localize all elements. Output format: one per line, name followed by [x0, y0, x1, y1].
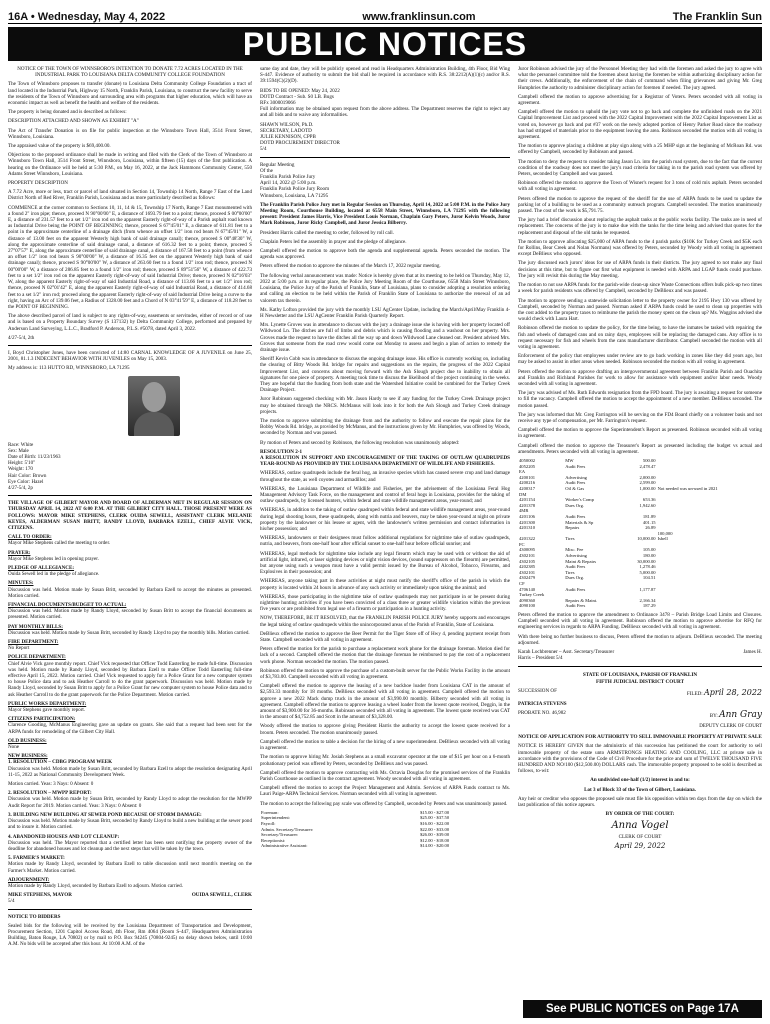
notice-text: Any heir or creditor who opposes the proposed sale must file his opposition within ten days from the day on which the last publication of this notice appears.	[518, 795, 762, 809]
notice-text: The Act of Transfer Donation is on file for public inspection at the Winnsboro Town Hall, 3514 Front Street, Winnsboro, Louisiana.	[8, 127, 252, 140]
notice-text: None	[8, 744, 20, 751]
pay-position: Admin. Secretary/Treasurer:	[261, 826, 314, 832]
publication-dates: 4/27-5/4, 2p	[8, 484, 33, 491]
deputy-signature-handwritten: Ann Gray	[719, 710, 762, 721]
note: 100,000	[657, 530, 673, 536]
desc-line: Date of Birth: 11/23/1963	[8, 453, 61, 460]
notice-text: I, Boyd Christopher Jones, have been convicted of 14:80 CARNAL KNOWLEDGE OF A JUVENILE on June 25, 2001, 81.1.3 INDECENT BEHAVIOR WITH JUVENILES on May 15, 2003.	[8, 349, 252, 363]
notice-text: President Harris called the meeting to order, followed by roll call.	[260, 229, 394, 236]
notice-text: DESCRIPTION ATTACHED AND SHOWN AS EXHIBIT "A"	[8, 118, 139, 125]
filed-field	[687, 688, 762, 698]
account-code: 4052205	[519, 463, 536, 469]
subheading: PRAYER:	[8, 549, 31, 556]
notice-text: The jury was advised of Ms. Ruth Edwards resignation from the FPD board. The jury is awaiting a request for someone to fill the vacancy. Campbell offered the motion to accept the appointment of a new member. DeBlieux seconded. The motion passed.	[518, 390, 762, 409]
notice-text: Campbell offered the motion to accept the Project Management and Admin. Services of ARPA Funds contract to Ms. Lauri Paige-ARPA Technical Services. Norman seconded with all voting in agreement.	[260, 785, 510, 798]
continued-on-page-link[interactable]	[523, 1000, 762, 1018]
divider	[8, 909, 252, 910]
agenda-item: 4. ABANDONED HOUSES AND LOT CLEANUP:	[8, 833, 120, 840]
note: Not needed was un-used in 2021	[657, 485, 718, 491]
notice-text: Objections to the proposed ordinance shall be made in writing and filed with the Clerk of the Town of Winnsboro at Winnsboro Town Hall, 3514 Front Street, Winnsboro, Louisiana, within fifteen (15) days of the first publication. A hearing on the Ordinance will be held at 5:30 P.M., on May 16, 2022, at the Jack Hammons Community Center, 550 Adams Street Winnsboro, Louisiana.	[8, 152, 252, 177]
notice-text: The motion to approve placing a children at play sign along with a 25 MHP sign at the beginning of McRoan Rd. was offered by Campbell, seconded by Robinson and passed.	[518, 143, 762, 156]
succession-label: SUCCESSION OF	[518, 688, 557, 695]
subheading: FIRE DEPARTMENT:	[8, 639, 59, 646]
desc-line: Sex: Male	[8, 447, 29, 454]
notice-text: Campbell offered the motion to uphold the jury vote not to go back and complete the unfinished roads on the 2021 Capital Improvement List and proceed with the 2022 Capital Improvement with the 2022 Capital Improvement List as voted on, however go back and put #37 work on the newly adopted portion of Henry Parker Road since the roadway has had stripped of materials prior to the equipment leaving the area. Robinson seconded the motion with all voting in agreement.	[518, 109, 762, 141]
notice-text: Discussion was held. Motion made by Susan Britt, seconded by Barbara Ezell to adopt the resolution designating April 11-15, 2022 as National Community Development Week.	[8, 765, 252, 778]
line-item: Audit Fees	[565, 463, 586, 469]
notice-text: The following verbal announcement was made: Notice is hereby given that at its meeting to be held on Thursday, May 12, 2022 at 5:00 p.m. at its regular place, the Police Jury Meeting Room of the Courthouse, 6558 Main Street Winnsboro, Louisiana, the Police Jury of the Parish of Franklin, State of Louisiana, plans to consider adopting a resolution ordering and calling an election to be held within the Parish of Franklin State of Louisiana to authorize the renewal of an ad valorem tax therein.	[260, 272, 510, 304]
pay-range: $14.00 - $20.00	[420, 843, 450, 849]
notice-text: Full information may be obtained upon request from the above address. The Department reserves the right to reject any and all bids and to waive any informalities.	[260, 106, 510, 119]
note: Isbell	[657, 536, 668, 542]
account-code: 4200216	[519, 480, 536, 486]
notice-text: Campbell offered the motion to approve contracting with Ms. Octavia Douglas for the promised services of the Franklin Parish Courthouse as outlined in the contract agreement. Woody seconded with all voting in agreement.	[260, 769, 510, 782]
line-item: Tires	[565, 569, 575, 575]
agenda-item: 2. RESOLUTION – MWPP REPORT:	[8, 790, 92, 797]
notice-text: Discussion was held. Motion made by Susan Britt, seconded by Barbara Ezell to accept the minutes as presented. Motion carried.	[8, 586, 252, 599]
pay-position: Administrative Assistant:	[261, 843, 308, 849]
column-2	[260, 66, 510, 1018]
subheading: FINANCIAL DOCUMENTS/BUDGET TO ACTUAL:	[8, 602, 127, 608]
line-item: Repairs & Maint.	[565, 597, 598, 603]
desc-line: Weight: 170	[8, 466, 33, 473]
pay-range: $12.00 - $18.00	[420, 837, 450, 843]
amount: 2,599.00	[639, 480, 656, 486]
account-code: 4201154	[519, 497, 535, 503]
account-code: 4202385	[519, 564, 536, 570]
notice-text: Campbell offered the motion to table a decision for the hiring of a new superintendent. DeBlieux seconded with all voting in agreement.	[260, 738, 510, 752]
pay-position: Foreman:	[261, 809, 279, 815]
table-row	[260, 843, 510, 849]
amount: 653.36	[642, 497, 656, 503]
notice-text: The motion to approve sending a statewide solicitation letter to the property owner for 2195 Hwy 130 was offered by Campbell, seconded by Norman and passed. Norman asked if ARPA funds could be used to clean up properties with the cost added to the property taxes to reimburse the parish the money spent on the clean up? Ms. Waggins advised she would check with Laura Hart.	[518, 297, 762, 323]
secretary-signature: Karah Lochbrenner – Asst. Secretary/Treasurer	[518, 649, 615, 656]
clerk-of-court-label: CLERK OF COURT	[618, 833, 662, 840]
notice-text: Discussion was held. Motion made by Susan Britt, seconded by Randy Lloyd to pay the monthly bills. Motion carried.	[8, 629, 250, 636]
notice-text: Discussion was held. The Mayor reported that a certified letter has been sent notifying the property owner of the deadline for abandoned houses and lot cleanup and the next steps that will be taken by the town.	[8, 839, 252, 852]
desc-line: Height: 5'10"	[8, 460, 36, 467]
amount: 105.00	[642, 547, 656, 553]
clerk-signature-handwritten: Anna Vogel	[611, 819, 669, 831]
sig-line: JULIE KENNISON, CPPB	[260, 134, 316, 141]
by-label: BY:	[709, 713, 718, 720]
bid-info: BIDS TO BE OPENED: May 24, 2022	[260, 87, 340, 94]
publication-dates: 4/27-5/4, 2th	[8, 334, 35, 341]
notice-text: Discussion was held. Motion made by Susan Britt, seconded by Randy Lloyd to build a new building at the sewer pond and to insure it. Motion carried.	[8, 818, 252, 831]
subheading: NEW BUSINESS:	[8, 753, 48, 760]
line-item: Repairs	[565, 525, 580, 531]
notice-text: Enforcement of the policy that employees under review are to go back working in zones like they did years ago, but may be asked to assist in other areas when needed. Robinson seconded the motion with all voting in agreement.	[518, 353, 762, 366]
budget-amendments-table	[518, 458, 762, 609]
meeting-line: Winnsboro, Louisiana, LA 71295	[260, 192, 329, 199]
account-code: 4050002	[519, 457, 536, 463]
notice-text: The Town of Winnsboro proposes to transfer (donate) to Louisiana Delta Community College Foundation a tract of land located in the Industrial Park, Highway 15 North, Franklin Parish, Louisiana, to construct the new facility to serve the residents of the Town of Winnsboro and surrounding area with programs that higher education, which will have an economic impact as well as benefit the health and welfare of the residents.	[8, 81, 252, 107]
notice-text: Mayor Stephens gave monthly report.	[8, 707, 86, 714]
resolved-clause: NOW, THEREFORE, BE IT RESOLVED, that the FRANKLIN PARISH POLICE JURY hereby supports and encourages the legal taking of outlaw quadrupeds within the unincorporated areas of the Parish of Franklin, State of Louisiana.	[260, 615, 510, 628]
subheading: MINUTES:	[8, 580, 34, 587]
notice-text: By motion of Peters and second by Robinson, the following resolution was unanimously adopted:	[260, 439, 460, 446]
sig-line: DOTD PROCUREMENT DIRECTOR	[260, 140, 340, 147]
notice-text: Ms. Kathy Lofton provided the jury with the monthly LSU AgCenter Update, including the March/April/May Franklin 4-H Newsletter and the LSU AgCenter Franklin Parish Quarterly Report.	[260, 306, 510, 319]
account-code: 4200317	[519, 485, 536, 491]
notice-text: The motion to approve submitting the drainage from and the authority to follow and execute the repair plans for the Bobby Woods Rd. bridge, as provided by McManus, and the instructions given by Mr. Humphries, was offered by Woods, seconded by Norman and was passed.	[260, 417, 510, 437]
signature-line-2: Harris – President 5/4	[518, 655, 563, 662]
page-header	[8, 6, 762, 24]
application-heading: NOTICE OF APPLICATION FOR AUTHORITY TO SELL IMMOVABLE PROPERTY AT PRIVATE SALE	[518, 734, 762, 741]
filed-date-handwritten: April 28, 2022	[703, 688, 762, 698]
account-code: 4302101	[519, 553, 536, 559]
column-1	[8, 66, 252, 1018]
amount: 1,278.46	[639, 564, 656, 570]
court-heading: STATE OF LOUISIANA, PARISH OF FRANKLIN	[582, 672, 698, 679]
amount: 5,000.00	[639, 569, 656, 575]
account-code: 4302479	[519, 575, 536, 581]
account-code: 4200101	[519, 474, 536, 480]
line-item: Advertising	[565, 474, 587, 480]
probate-number: PROBATE NO. 46,982	[518, 710, 566, 717]
notice-text: The jury discussed each jurors' ideas for use of ARPA funds in their districts. The jury agreed to not make any final decisions at this time, but to figure out first what equipment is needed with ARPA and LGAP funds could purchase. The jury will revisit this during the May meeting.	[518, 260, 762, 279]
notice-text: Mayor Mike Stephens called the meeting to order.	[8, 540, 111, 547]
notice-text: With there being no further business to discuss, Peters offered the motion to adjourn. DeBlieux seconded. The meeting adjourned.	[518, 633, 762, 646]
line-item: Materials & Sp	[565, 519, 594, 525]
amount: 1,177.87	[639, 586, 656, 592]
amount: 1,000.00	[639, 485, 656, 491]
notice-text: No Report	[8, 645, 30, 652]
whereas-clause: WHEREAS, anyone taking part in these activities at night must notify the sheriff's office of the parish in which the property is located within 24 hours in advance of any such activity or immediately upon taking the animal; and	[260, 578, 510, 591]
account-code: 4MR	[519, 508, 529, 514]
subheading: PUBLIC WORKS DEPARTMENT:	[8, 700, 87, 707]
amount: 2,478.47	[639, 463, 656, 469]
clerk-signature: OUIDA SEWELL, CLERK	[191, 892, 252, 899]
notice-text: Chaplain Peters led the assembly in prayer and the pledge of allegiance.	[260, 238, 407, 245]
pay-position: Payroll:	[261, 820, 276, 826]
website-link[interactable]: www.franklinsun.com	[362, 11, 476, 23]
meeting-line: April 14, 2022 @ 5:00 p.m.	[260, 180, 317, 187]
notice-text: Campbell offered the motion to approve the Superintendent's Report as presented. Robinson seconded with all voting in agreement.	[518, 427, 762, 440]
issue-date: Wednesday, May 4, 2022	[37, 11, 166, 23]
section-heading: PROPERTY DESCRIPTION	[8, 180, 68, 187]
notice-text: The jury had a brief discussion about replacing the asphalt tanks at the public works facility. The tanks are in need of replacement. The concerns of the jury is to make due with the tanks for the time being and advised that quotes for the replacement and disposal of the old tanks be requested.	[518, 217, 762, 236]
section-title: PUBLIC NOTICES	[242, 25, 528, 62]
meeting-intro: The Franklin Parish Police Jury met in Regular Session on Thursday, April 14, 2022 at 5:00 P.M. in the Police Jury Meeting Room, Courthouse Building, located at 6558 Main Street, Winnsboro, LA 71295 with the following present: President James Harris, Vice President Louis Norman, Chaplain Gary Peters, Juror Kelvin Woods, Juror Mark Robinson, Juror Ricky Campbell, and Juror Jessica Bilberry.	[260, 201, 510, 227]
notice-text: Discussion was held. Motion made by Susan Britt, seconded by Randy Lloyd to adopt the resolution for the MWPP Audit Report for 2019. Motion carried. Yeas: 3 Nays: 0 Absent: 0	[8, 796, 252, 809]
bid-heading: NOTICE TO BIDDERS	[8, 913, 61, 920]
amount: 10,000.00	[637, 536, 656, 542]
notice-text: Peters offered the motion to approve the request of the sheriff for the use of ARPA funds to be used to update the parking lot of a building to be used as a community outreach program. Campbell seconded. The motion unanimously passed. The cost of the work is $5,791.75.	[518, 195, 762, 215]
account-code: 4201378	[519, 502, 536, 508]
notice-text: Sheriff Kevin Cobb was in attendance to discuss the ongoing drainage issue. His office is currently working on, including the clearing of Bitty Woods Rd. bridge for repairs and suggestions on the repairs, the progress of the 2022 Capital Improvement List, and concerns about moving forward with the Ash Slough project due to inability to obtain all signatures for one piece of property. A meeting took time to discuss the likelihood of the project continuing in the weeks. They are hopeful that the funding from both state and the Watershed Initiative could be combined for the Turkey Creek Drainage Project.	[260, 356, 510, 394]
amount: 2,166.34	[639, 597, 656, 603]
village-meeting-heading: THE VILLAGE OF GILBERT MAYOR AND BOARD OF ALDERMAN MET IN REGULAR SESSION ON THURSDAY APRIL 14, 2022 AT 6:00 P.M. AT THE GILBERT CITY HALL. THOSE PRESENT WERE AS FOLLOWS: MAYOR MIKE STEPHENS, CLERK OUIDA SEWELL, ASSISTANT CLERK MELANIE KEYES, ALDERMAN SUSAN BRITT, RANDY LLOYD, BARBARA EZELL, CHIEF ALVIE VICK, CITIZENS.	[8, 500, 252, 531]
amount: 181.89	[642, 513, 656, 519]
notice-text: Motion made by Randy Lloyd, seconded by Barbara Ezell to table discussion until next month's meeting on the Farmer's Market. Motion carried.	[8, 861, 252, 874]
agenda-item: 1. RESOLUTION – CDBG PROGRAM WEEK	[8, 759, 113, 766]
notice-text: The property is being donated and is described as follows:	[8, 109, 127, 116]
probate-line	[518, 710, 762, 721]
notice-text: COMMENCE at the corner common to Sections 10, 11, 14 & 15, Township 17 North, Range 7 East monumented with a found 2" iron pipe; thence, proceed N 90°00'00" E, a distance of 1693.79 feet to a point; thence, proceed S 00°00'00" E, a distance of 231.57 feet to a set 1/2" iron rod on the apparent Easterly right-of-way of a Parish asphalt road known as Industrial Drive being the POINT OF BEGINNING; thence, proceed S 67°45'01" E, a distance of 611.81 feet to a point in the approximate centerline of a drainage ditch (from whence an offset 1/2" iron rod bears N 67°45'01" W, a distance of 13.00 feet on the apparent Westerly high bank of said drainage canal); thence, proceed S 00°48'30" W, along the approximate centerline of said drainage canal, a distance of 616.32 feet to a point; thence, proceed S 27°07'57" E, along the approximate centerline of said drainage canal, a distance of 167.58 feet to a point (from whence an offset 1/2" iron rod bears S 90°00'00" W, a distance of 16.35 feet on the apparent Westerly high bank of said drainage canal); thence, proceed S 90°00'00" W, a distance of 263.60 feet to a found 1/2" iron rod; thence, proceed N 00°00'00" W, a distance of 286.85 feet to a found 1/2" iron rod; thence, proceed S 89°51'56" W, a distance of 422.73 feet to a set 1/2" iron rod on the apparent Easterly right-of-way of said Industrial Drive; thence, proceed N 02°16'03" W, along the apparent Easterly right-of-way of said Industrial Road, a distance of 113.66 feet to a set 1/2" iron rod; thence, proceed N 02°01'42" E, along the apparent Easterly right-of-way of said Industrial Road, a distance of 414.68 feet to a set 1/2" iron rod; proceed along the apparent Easterly right-of-way of said Industrial Drive being a curve to the right, having an Arc of 139.06 feet, a Radius of 1328.00 feet and a Chord of N 03°41'59" E, a distance of 118.28 feet to the POINT OF BEGINNING.	[8, 204, 252, 310]
mayor-signature: MIKE STEPHENS, MAYOR	[8, 892, 72, 899]
divider	[8, 345, 252, 346]
line-item: Dues Org.	[565, 502, 585, 508]
notice-title: NOTICE OF THE TOWN OF WINNSBORO'S INTENTION TO DONATE 7.72 ACRES LOCATED IN THE INDUSTRIAL PARK TO LOUISIANA DELTA COMMUNITY COLLEGE FOUNDATION	[17, 66, 243, 79]
notice-text: Motion made by Randy Lloyd, seconded by Barbara Ezell to adjourn. Motion carried.	[8, 882, 183, 889]
pay-range: $22.00 - $33.00	[420, 826, 450, 832]
notice-text: Campbell offered the motion to approve advertising for a Registrar of Voters. Peters seconded with all voting in agreement.	[518, 93, 762, 107]
notice-text: The motion to deny the request to consider taking Jason Ln. into the parish road system, due to the fact that the current condition of the roadway does not meet the jury's road criteria for taking in to the parish road system was offered by Peters, seconded by Campbell and was passed.	[518, 158, 762, 178]
notice-text: My address is: 113 HUTTO RD, WINNSBORO, LA 71295	[8, 365, 130, 372]
notice-text: Robinson offered the motion to approve the Town of Wisner's request for 3 tons of cold mix asphalt. Peters seconded with all voting in agreement.	[518, 180, 762, 193]
line-item: Tires	[565, 536, 575, 542]
sig-line: 5/4	[260, 146, 267, 153]
notice-text: Peters offered the motion to approve drafting an intergovernmental agreement between Franklin Parish and Ouachita and Franklin and Richland Parishes for work to allow for assistance with equipment and/or labor needs. Woody seconded with all voting in agreement.	[518, 368, 762, 387]
clerk-date-handwritten: April 29, 2022	[614, 842, 666, 851]
whereas-clause: WHEREAS, those participating in the nighttime take of outlaw quadrupeds may not participate in or be present during nighttime hunting activities if you have been convicted of a class three or greater wildlife violation within the previous five years or are prohibited from legal use of a firearm or participation in a hunting activity.	[260, 593, 510, 613]
account-code: 4090100	[519, 603, 536, 609]
notice-text: Juror Robinson suggested checking with Mr. Jason Hardy to see if any funding for the Turkey Creek Drainage project may be obtained through the NRCS. McManus will look into it for both the Ash Slough and Turkey Creek drainage projects.	[260, 396, 510, 415]
line-item: Audit Fees	[565, 480, 586, 486]
subheading: ADJOURNMENT:	[8, 876, 50, 883]
notice-text: The motion to accept the following pay scale was offered by Campbell, seconded by Peters and was unanimously passed.	[260, 800, 508, 807]
subheading: OLD BUSINESS:	[8, 737, 47, 744]
divider	[518, 666, 762, 667]
meeting-line: Regular Meeting	[260, 161, 295, 168]
notice-text: Chief Alvie Vick gave monthly report. Chief Vick requested that Officer Todd Easterling be made full-time. Discussion was held. Motion made by Randy Lloyd, seconded by Barbara Ezell to make Officer Todd Easterling full-time effective April 15, 2022. Motion carried. Chief Vick requested to apply for a Police Grant for a new computer system to house Police data and to ask Heather Carroll to do the grant paperwork. Discussion was held. Motion made by Randy Lloyd, seconded by Susan Britt to apply for a Police Grant for new computer system to house Police data and to ask Heather Carroll to do the grant paperwork for the Police Department. Motion carried.	[8, 660, 252, 698]
note	[657, 603, 762, 609]
notice-text: Peters offered the motion for the parish to purchase a replacement work phone for the drainage foreman. Motion died for lack of a second. Campbell offered the motion that the drainage foreman be reimbursed to pay the cost of a replacement work phone. Norman seconded the motion. The motion passed.	[260, 646, 510, 665]
pay-range: $16.00 - $22.00	[420, 820, 450, 826]
president-signature: James H.	[743, 649, 762, 656]
amount: 30,000.00	[637, 558, 656, 564]
notice-text: Peters offered the motion to approve the minutes of the March 17, 2022 regular meeting.	[260, 263, 441, 270]
subheading: CALL TO ORDER:	[8, 534, 52, 541]
amount: 1,942.60	[639, 502, 656, 508]
account-code: 4706140	[519, 586, 536, 592]
amount: 26.89	[645, 525, 656, 531]
line-item: Maint & Repairs	[565, 558, 597, 564]
page-number: 16A	[8, 11, 28, 23]
notice-text: Juror Robinson advised the jury of the Personnel Meeting they had with the foremen and asked the jury to agree with what the personnel committee told the foremen about having the foremen be within authorizing disciplinary action for their crews. Additionally, the enforcement of the chain of command when filing grievances and giving Mr. Greg Humphries the authority to administer disciplinary action for foremen if needed. The jury agreed.	[518, 66, 762, 91]
bid-info: DOTD Contract - Sub. S0 LB. Bugs	[260, 93, 334, 100]
line-item: Audit Fees	[565, 586, 586, 592]
notice-text: NOTICE IS HEREBY GIVEN that the administrix of this succession has petitioned the court for authority to sell immovable property of the estate unto ARMSTRONGS HEATING AND COOLING, LLC at private sale in accordance with the provisions of the Code of Civil Procedure for the price and sum of TWELVE THOUSAND FIVE HUNDRED AND NO/100 ($12,500.00) DOLLARS cash. The immovable property proposed to be sold is described as follows, to-wit:	[518, 743, 762, 775]
sig-line: SHAWN WILSON, Ph.D.	[260, 121, 314, 128]
pay-range: $15.00 - $27.00	[420, 809, 450, 815]
account-code: 4201106	[519, 513, 535, 519]
pay-position: Receptionist:	[261, 837, 286, 843]
bid-info: RFx 3000019066	[260, 100, 296, 107]
account-code: 4302105	[519, 558, 536, 564]
sig-line: SECRETARY, LADOTD	[260, 127, 312, 134]
amount: 104.51	[642, 575, 656, 581]
whereas-clause: WHEREAS, legal methods for nighttime take include any legal firearm which may be used with or without the aid of artificial light, infrared, or laser sighting devices or night vision devices, (sound suppressors on the firearm) are permitted, but anyone using such a weapon must have a valid permit issued by the Bureau of Alcohol, Tobacco, Firearms, and Explosives in their possession; and	[260, 550, 510, 576]
whereas-clause: WHEREAS, in addition to the taking of outlaw quadruped within federal and state wildlife management areas, year-round during legal shooting hours, these quadrupeds, along with nutria and beavers, may be taken year-round at night on private property by the landowner or his lessee or agent, with the landowner's written permission and contact information in his/her possession; and	[260, 507, 510, 532]
account-code: Turkey Creek	[519, 592, 545, 598]
line-item: Dues Org.	[565, 575, 585, 581]
divider	[260, 157, 510, 158]
line-item: Audit Fees	[565, 603, 586, 609]
notice-text: Ouida Sewell led in the pledge of allegiance.	[8, 571, 100, 578]
pay-position: Secretary/Treasurer:	[261, 832, 299, 838]
notice-text: Campbell offered the motion to approve the Treasurer's Report as presented including the budget vs actual and amendments. Peters seconded with all voting in agreement.	[518, 442, 762, 455]
line-item: Audit Fees	[565, 564, 586, 570]
notice-text: Mayor Mike Stephens led in opening prayer.	[8, 555, 99, 562]
account-code: DM	[519, 491, 527, 497]
notice-text: Mrs. Lynette Groves was in attendance to discuss with the jury a drainage issue she is having with her property located off Wildwood Ln. The ditches are full of limbs and debris which is causing flooding and a washout on her property. Mrs. Groves made the request to have the ditches all the way up and down Wildwood Lane cleaned out. President advised Mrs. Groves that someone from the road crew would come out Monday to assess and begin a plan of action to remedy the drainage issue.	[260, 322, 510, 353]
amount: 2,000.00	[639, 474, 656, 480]
description-list	[8, 442, 252, 485]
amount: 180.00	[642, 553, 656, 559]
notice-text: Campbell offered the motion to approve the leasing of a new backhoe loader from Louisiana CAT in the amount of $2,593.33 monthly for 18 months. DeBlieux seconded with all voting in agreement. Campbell offered the motion to approve a new 2022 Mack dump truck in the amount of $3,990.00 monthly. Bilberry seconded with all voting in agreement. Campbell offered the motion to approve leasing a wheel loader from the lowest quote received, Deggin, in the amount of $3,900.00 for 36-months. Robinson seconded with all voting in agreement. The lowest quote received was CAT in the amount of $4,752.85 and Scott in the amount of $3,328.00.	[260, 683, 510, 721]
pay-range: $25.00 - $37.50	[420, 815, 450, 821]
amount: 500.00	[642, 457, 656, 463]
account-code: CF	[519, 581, 525, 587]
account-code: 4300095	[519, 547, 536, 553]
page-date-line	[8, 11, 165, 23]
notice-text: A 7.72 Acre, more or less, tract or parcel of land situated in Section 14, Township 14 North, Range 7 East of the Land District North of Red River, Franklin Parish, Louisiana and as more particularly described as follows:	[8, 189, 252, 202]
account-code: 4201322	[519, 536, 536, 542]
notice-text: Clarence Gooding, McManus Engineering gave an update on grants. She said that a request had been sent for the ARPA funds for remodeling of the Gilbert City Hall.	[8, 722, 252, 735]
succession-name: PATRICIA STEVENS	[518, 700, 567, 707]
account-code: 4201300	[519, 519, 536, 525]
amount: 401.15	[642, 519, 656, 525]
by-field	[710, 710, 762, 721]
account-code: FC	[519, 541, 525, 547]
account-code: 4302101	[519, 569, 536, 575]
order-label: BY ORDER OF THE COURT:	[605, 811, 675, 818]
filed-label: FILED:	[686, 691, 703, 698]
publication-dates: 5/4	[8, 898, 15, 905]
desc-line: Race: White	[8, 441, 34, 448]
court-heading: FIFTH JUDICIAL DISTRICT COURT	[595, 678, 685, 685]
subheading: CITIZENS PARTICIPATION:	[8, 716, 76, 723]
line-item: Oil & Gas	[565, 485, 585, 491]
meeting-line: Franklin Parish Police Jury	[260, 174, 316, 181]
notice-text: Woody offered the motion to approve giving President Harris the authority to accept the lowest quote received for a broom. Peters seconded. The motion unanimously passed.	[260, 723, 510, 736]
resolution-number: RESOLUTION 2-1	[260, 448, 303, 455]
notice-text: The motion to approve allocating $25,000 of ARPA funds to the 4 parish parks ($10K for Turkey Creek and $5K each for Rollins, Bear Creek and Nolan Normans) was offered by Peters, seconded by Woody with all voting in agreement except DeBlieux who opposed.	[518, 238, 762, 258]
resolution-title: A RESOLUTION IN SUPPORT AND ENCOURAGEMENT OF THE TAKING OF OUTLAW QUADRUPEDS YEAR-ROUND AS PROVIDED BY THE LOUISIANA DEPARTMENT OF WILDLIFE AND FISHERIES.	[260, 454, 510, 468]
desc-line: Eye Color: Hazel	[8, 478, 44, 485]
notice-text: Peters offered the motion to approve the amendment to Ordinance 3478 – Parish Bridge Load Limits and Closures. Campbell seconded with all voting in agreement. Robinson offered the motion to approve advertise for RFQ for engineering services in regards to ARPA Funding. DeBlieux seconded with all voting in agreement.	[518, 612, 762, 631]
meeting-header	[260, 162, 510, 199]
section-banner	[8, 27, 762, 61]
header-separator: •	[30, 11, 35, 23]
line-item: MW	[565, 457, 574, 463]
desc-line: Hair Color: Brown	[8, 472, 47, 479]
paper-name: The Franklin Sun	[672, 11, 762, 23]
account-code: 4090360	[519, 597, 536, 603]
notice-text: Discussion was held. Motion made by Randy Lloyd, seconded by Susan Britt to accept the financial documents as presented. Motion carried.	[8, 608, 252, 621]
notice-text: Robinson offered the motion to approve the purchase of a custom-built server for the Public Works Facility in the amount of $3,783.00. Campbell seconded with all voting in agreement.	[260, 667, 510, 681]
notice-text: The jury was informed that Mr. Greg Farrington will be serving on the FD4 Board chiefly on a volunteer basis and not receive any type of compensation, per Mr. Farrington's request.	[518, 411, 762, 424]
whereas-clause: WHEREAS, outlaw quadrupeds include the feral hog, an invasive species which has caused severe crop and land damage throughout the state, as well coyotes and armadillos; and	[260, 470, 510, 483]
line-item: Misc. Fee	[565, 547, 584, 553]
vote-tally: Motion carried. Yeas: 3 Nays: 0 Absent: 0	[8, 781, 94, 788]
notice-text: Sealed bids for the following will be received by the Louisiana Department of Transportation and Development, Procurement Section, 1201 Capitol Access Road, 4th Floor, Rm 4064 (Room S-447, Headquarters Administration Building, Baton Rouge, LA 70802) or by mail to P.O. Box 94245 (70804-9245) no delay shown below, until 10:00 A.M. No bids will be accepted after this hour. At 10:00 A.M. of the	[8, 922, 252, 948]
line-item: Worker's Comp	[565, 497, 594, 503]
continued-label: See PUBLIC NOTICES on Page 17A	[546, 1003, 739, 1015]
divider	[8, 495, 252, 496]
offender-photo	[128, 376, 180, 436]
deputy-clerk-label: DEPUTY CLERK OF COURT	[699, 724, 762, 730]
notice-text: same day and date, they will be publicly opened and read in Headquarters Administration Building, 4th Floor, Bid Wing S-447. Evidence of authority to submit the bid shall be required in accordance with R.S. 38:2212(A)(1)(c) and/or R.S. 39:1594(C)(2)(D).	[260, 66, 510, 85]
agenda-item: 3. BUILDING NEW BUILDING AT SEWER POND BECAUSE OF STORM DAMAGE:	[8, 811, 202, 818]
whereas-clause: WHEREAS, landowners or their designees must follow additional regulations for nighttime take of outlaw quadrupeds, nutria, and beavers, from one-half hour after official sunset to one-half hour before official sunrise; and	[260, 535, 510, 548]
account-code: 4201310	[519, 525, 536, 531]
meeting-line: Franklin Parish Police Jury Room	[260, 186, 330, 193]
whereas-clause: WHEREAS, the Louisiana Department of Wildlife and Fisheries, per the advisement of the Louisiana Feral Hog Management Advisory Task Force, on the management and control of feral hogs in Louisiana, provides for the taking of outlaw quadrupeds, by licensed hunters, within federal and state wildlife management areas, year-round; and	[260, 485, 510, 505]
amount: 187.29	[642, 603, 656, 609]
subheading: POLICE DEPARTMENT:	[8, 654, 66, 661]
notice-text: The appraised value of the property is $69,400.00.	[8, 143, 111, 150]
meeting-line: Of the	[260, 167, 273, 174]
notice-text: Lot 3 of Block 33 of the Town of Gilbert, Louisiana.	[584, 786, 696, 793]
notice-text: The motion to approve hiring Mr. Josiah Stephens as a small excavator operator at the rate of $15 per hour on a 6-month probationary period was offered by Peters, seconded by DeBlieux and was passed.	[260, 754, 510, 767]
pay-scale-table	[260, 810, 510, 849]
account-code: EA	[519, 469, 526, 475]
notice-text: An undivided one-half (1/2) interest in and to:	[590, 777, 690, 784]
subheading: PLEDGE OF ALLEGIANCE:	[8, 564, 75, 571]
table-row	[518, 603, 762, 609]
pay-range: $26.00 - $39.00	[420, 832, 450, 838]
succession-line	[518, 688, 762, 698]
notice-text: Robinson offered the motion to update the policy, for the time being, to have the inmates be tasked with repairing the fish and wheels of damaged cans and on rainy days, employees will be replacing the damaged cans. Any office is to request necessary for fish and wheels from the cans manufacturer distributor. Campbell seconded the motion with all voting in agreement.	[518, 325, 762, 350]
agenda-item: 5. FARMER'S MARKET:	[8, 855, 65, 862]
notice-text: Campbell offered the motion to approve both the agenda and supplemental agenda. Peters seconded the motion. The agenda was approved.	[260, 248, 510, 261]
line-item: Advertising	[565, 553, 587, 559]
column-3	[518, 66, 762, 996]
subheading: PAY MONTHLY BILLS:	[8, 623, 63, 630]
line-item: Audit Fees	[565, 513, 586, 519]
signature-block	[260, 122, 510, 153]
notice-text: The motion to not use ARPA funds for the parish-wide clean-up since Waste Connections offers bulk pick-up two times a week for parish residents was offered by Campbell, seconded by DeBlieux and was passed.	[518, 282, 762, 295]
pay-position: Superintendent:	[261, 815, 291, 821]
notice-text: The above described parcel of land is subject to any rights-of-way, easements or servitudes, either of record or of use and is based on a Property Boundary Survey (S 137132) by Delta Community College, performed and prepared by Anderson Land Surveying, L.L.C., Bradford P. Anderson, P.L.S. #5078, dated April 3, 2022.	[8, 313, 252, 332]
notice-text: DeBlieux offered the motion to approve the Beer Permit for the Tiger Store off of Hwy 4, pending payment receipt from State. Campbell seconded with all voting in agreement.	[260, 630, 510, 644]
